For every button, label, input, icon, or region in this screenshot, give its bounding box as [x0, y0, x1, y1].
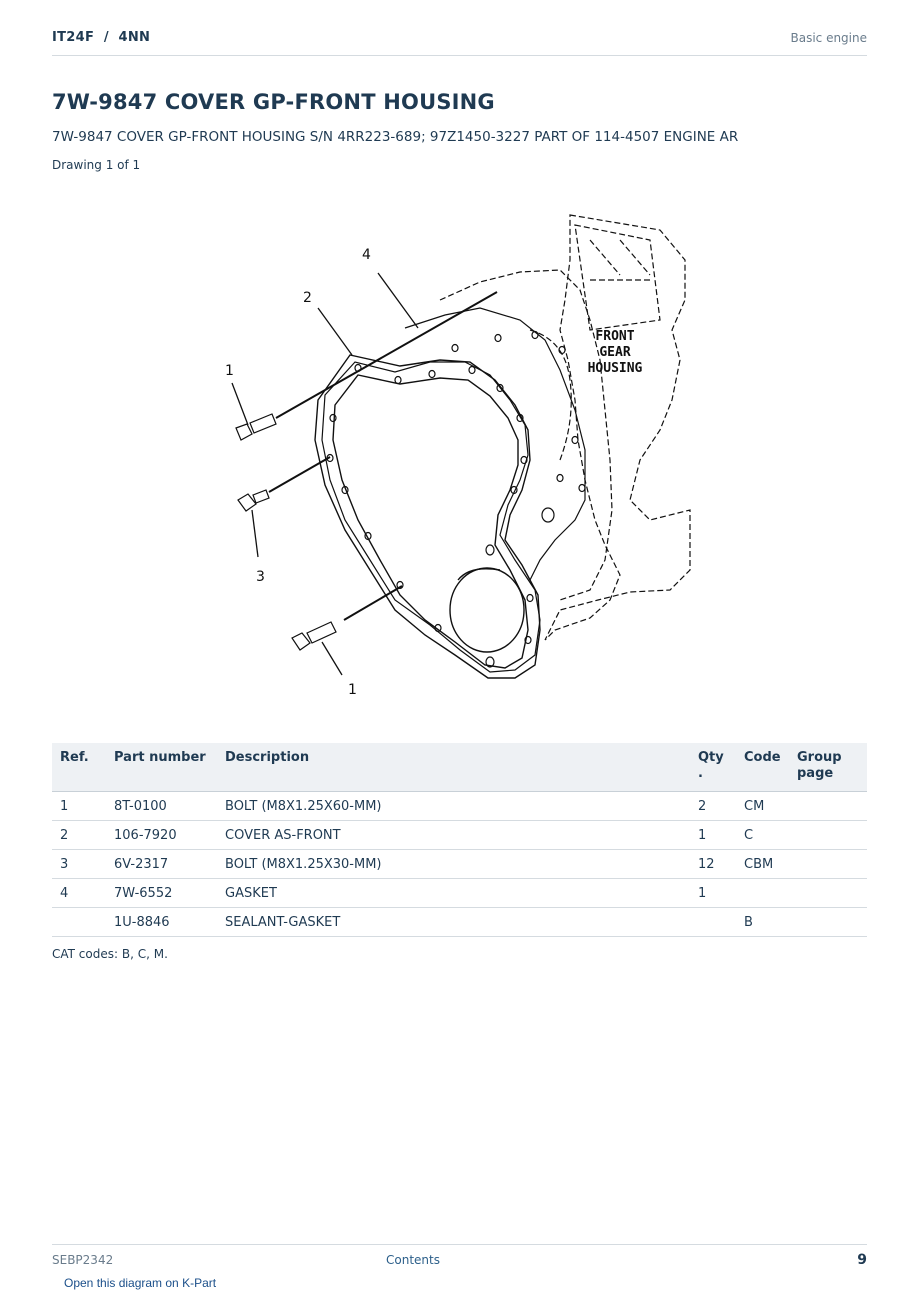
- contents-link[interactable]: Contents: [386, 1253, 440, 1267]
- table-row: [52, 821, 867, 850]
- cell-description: COVER AS-FRONT: [217, 821, 690, 850]
- parts-diagram: [200, 200, 720, 720]
- bolt-3: [238, 457, 330, 511]
- cell-code: C: [736, 821, 789, 850]
- cell-ref: 1: [52, 792, 106, 821]
- callout-1-upper: 1: [225, 363, 234, 379]
- cell-part-number: 6V-2317: [106, 850, 217, 879]
- cell-description: BOLT (M8X1.25X30-MM): [217, 850, 690, 879]
- col-header-description: Description: [217, 743, 690, 792]
- cell-code: CM: [736, 792, 789, 821]
- cell-ref: 3: [52, 850, 106, 879]
- cell-qty: 1: [690, 821, 736, 850]
- cell-description: SEALANT-GASKET: [217, 908, 690, 937]
- col-header-qty: Qty .: [690, 743, 736, 792]
- col-header-ref: Ref.: [52, 743, 106, 792]
- cell-part-number: 1U-8846: [106, 908, 217, 937]
- callout-2: 2: [303, 290, 312, 306]
- cell-qty: [690, 908, 736, 937]
- page-subtitle: 7W-9847 COVER GP-FRONT HOUSING S/N 4RR223-689; 97Z1450-3227 PART OF 114-4507 ENGINE AR: [52, 129, 739, 145]
- table-row: [52, 879, 867, 908]
- bolt-1-upper: [236, 292, 497, 440]
- cover-bolt-holes: [327, 332, 585, 668]
- cell-group-page: [789, 821, 867, 850]
- page-header: [52, 28, 867, 56]
- cell-group-page: [789, 850, 867, 879]
- cell-ref: 2: [52, 821, 106, 850]
- cell-qty: 12: [690, 850, 736, 879]
- cell-description: GASKET: [217, 879, 690, 908]
- table-row: [52, 850, 867, 879]
- cell-group-page: [789, 908, 867, 937]
- kpart-link[interactable]: Open this diagram on K-Part: [64, 1276, 217, 1290]
- cell-qty: 2: [690, 792, 736, 821]
- model-breadcrumb: IT24F / 4NN: [52, 30, 151, 45]
- bolt-1-lower: [292, 586, 402, 650]
- cell-part-number: 7W-6552: [106, 879, 217, 908]
- page-footer: [52, 1244, 867, 1268]
- col-header-part-number: Part number: [106, 743, 217, 792]
- housing-label-line3: HOUSING: [587, 361, 643, 376]
- table-row: [52, 908, 867, 937]
- front-gear-housing: [440, 215, 690, 640]
- cat-codes-note: CAT codes: B, C, M.: [52, 947, 168, 961]
- housing-label-line1: FRONT: [595, 329, 635, 344]
- callout-3: 3: [256, 569, 265, 585]
- cell-part-number: 106-7920: [106, 821, 217, 850]
- cell-ref: 4: [52, 879, 106, 908]
- leader-lines: [232, 273, 418, 675]
- document-number: SEBP2342: [52, 1253, 114, 1267]
- callout-4: 4: [362, 247, 371, 263]
- table-header-row: [52, 743, 867, 792]
- callout-1-lower: 1: [348, 682, 357, 698]
- cell-code: CBM: [736, 850, 789, 879]
- cell-qty: 1: [690, 879, 736, 908]
- col-header-group-page: Group page: [789, 743, 867, 792]
- drawing-count: Drawing 1 of 1: [52, 158, 141, 172]
- gasket-outline: [322, 308, 585, 672]
- cell-ref: [52, 908, 106, 937]
- page-number: 9: [857, 1252, 867, 1268]
- parts-table: [52, 743, 867, 937]
- housing-label-line2: GEAR: [599, 345, 631, 360]
- cell-group-page: [789, 792, 867, 821]
- table-row: [52, 792, 867, 821]
- cell-part-number: 8T-0100: [106, 792, 217, 821]
- front-cover-outline: [315, 355, 540, 678]
- cell-code: [736, 879, 789, 908]
- cell-description: BOLT (M8X1.25X60-MM): [217, 792, 690, 821]
- cell-group-page: [789, 879, 867, 908]
- page-title: 7W-9847 COVER GP-FRONT HOUSING: [52, 90, 495, 114]
- cell-code: B: [736, 908, 789, 937]
- section-name: Basic engine: [790, 31, 867, 45]
- col-header-code: Code: [736, 743, 789, 792]
